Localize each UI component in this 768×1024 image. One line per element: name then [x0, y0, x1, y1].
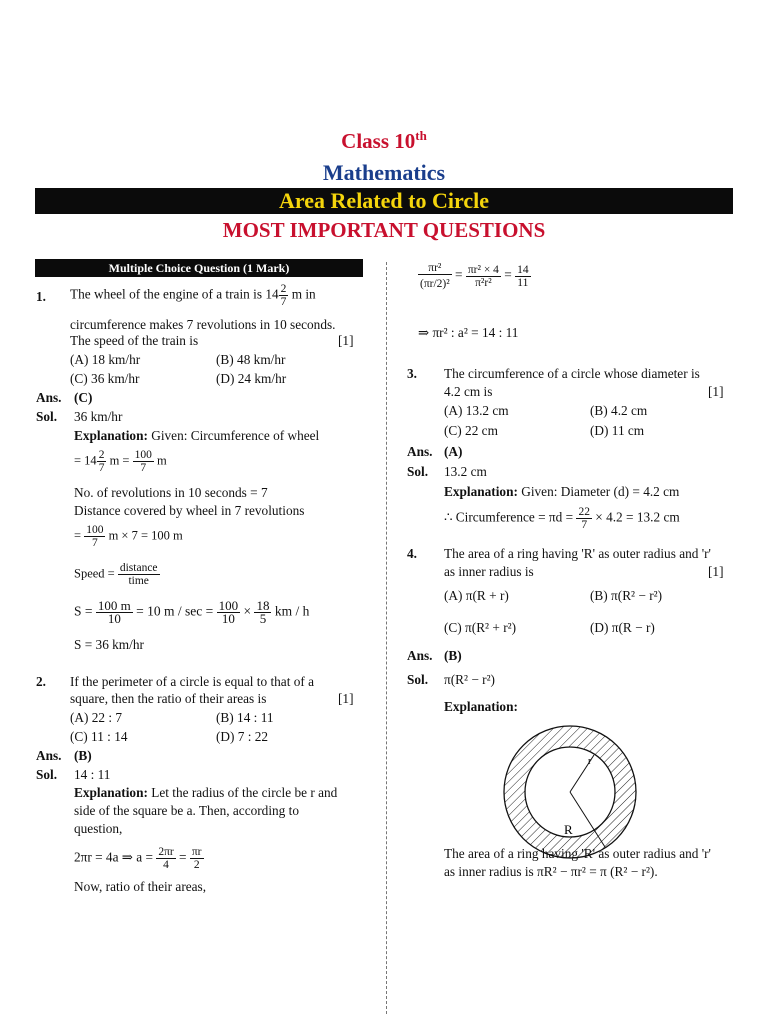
q2-option-c: (C) 11 : 14	[70, 729, 128, 744]
q2-ans-value: (B)	[74, 748, 92, 763]
page-subtitle: MOST IMPORTANT QUESTIONS	[222, 218, 546, 242]
q2-option-a: (A) 22 : 7	[70, 710, 123, 725]
q2-ans-label: Ans.	[36, 748, 62, 763]
q3-m-frac	[576, 506, 592, 531]
q3-m-fd: 7	[581, 519, 588, 531]
q1-ans-value: (C)	[74, 390, 93, 405]
q1-s-f2n: 100	[218, 598, 239, 613]
q1-m1-f1d: 7	[98, 462, 105, 474]
q2-r-f2d: π²r²	[475, 276, 492, 289]
q1-text-b: m in	[288, 286, 316, 302]
q1-m1-mid: m =	[106, 453, 133, 468]
q3-explanation	[444, 484, 679, 500]
q1-line3: The speed of the train is	[70, 333, 199, 348]
q2-r-f3n: 14	[517, 263, 529, 276]
q1-s-frac3	[254, 600, 271, 625]
q1-m2-frac	[84, 524, 105, 549]
q3-ans-value: (A)	[444, 444, 463, 459]
q1-m1-post: m	[153, 453, 167, 468]
q1-sp-fd: time	[128, 575, 149, 587]
q4-conclusion-1: The area of a ring having 'R' as outer radius and 'r'	[444, 846, 711, 861]
q2-sol-value: 14 : 11	[74, 767, 111, 782]
q3-m-pre: ∴ Circumference = πd =	[444, 509, 577, 525]
q1-m2-pre: =	[74, 528, 85, 543]
q1-s-x: ×	[240, 603, 255, 619]
column-divider	[386, 262, 387, 1014]
q2-m-pre: 2πr = 4a ⇒ a =	[74, 849, 157, 865]
q2-line2: square, then the ratio of their areas is	[70, 691, 267, 706]
q1-m1-pre: = 14	[74, 453, 97, 468]
q2-option-d: (D) 7 : 22	[216, 729, 269, 744]
q1-s-f3n: 18	[256, 598, 270, 613]
q1-math-circumference	[74, 449, 167, 474]
q4-sol-label: Sol.	[407, 672, 429, 687]
q4-expl-label: Explanation:	[444, 699, 518, 714]
q1-s-mid: = 10 m / sec =	[132, 603, 217, 619]
q2-explanation	[74, 785, 337, 801]
q2-option-b: (B) 14 : 11	[216, 710, 274, 725]
q1-sol-value: 36 km/hr	[74, 409, 123, 424]
ring-figure	[500, 722, 640, 862]
q3-m-post: × 4.2 = 13.2 cm	[591, 509, 680, 525]
q1-mark: [1]	[338, 333, 354, 348]
q3-expl-label: Explanation:	[444, 484, 518, 499]
q2-m-frac2	[190, 846, 204, 871]
q1-m2-fn: 100	[86, 524, 104, 536]
q2-r-frac2	[466, 264, 501, 289]
class-heading-base: Class 10	[341, 129, 416, 153]
q1-distance-text: Distance covered by wheel in 7 revolutions	[74, 503, 305, 518]
q4-ans-value: (B)	[444, 648, 462, 663]
q2-r-eq2: =	[500, 267, 516, 283]
section-heading-bar: Multiple Choice Question (1 Mark)	[35, 259, 363, 277]
q1-m2-post: m × 7 = 100 m	[105, 528, 183, 543]
q2-line-c: question,	[74, 821, 123, 836]
q2-mark: [1]	[338, 691, 354, 706]
q1-expl-text: Given: Circumference of wheel	[147, 428, 320, 443]
q4-line2: as inner radius is	[444, 564, 534, 579]
q1-math-distance	[74, 524, 183, 549]
q4-option-b: (B) π(R² − r²)	[590, 588, 663, 603]
q1-option-b: (B) 48 km/hr	[216, 352, 286, 367]
q2-line1: If the perimeter of a circle is equal to that of a	[70, 674, 315, 689]
q2-r-f2n: πr² × 4	[467, 263, 499, 276]
q1-sp-fn: distance	[119, 562, 158, 574]
q2-number: 2.	[36, 674, 46, 689]
q4-sol-value: π(R² − r²)	[444, 672, 495, 687]
q4-option-a: (A) π(R + r)	[444, 588, 509, 603]
q4-ans-label: Ans.	[407, 648, 433, 663]
q2-sol-label: Sol.	[36, 767, 58, 782]
q1-s-pre: S =	[74, 603, 96, 619]
q3-m-fn: 22	[578, 506, 590, 518]
q2-m-f2d: 2	[193, 859, 200, 871]
q2-m-f2n: πr	[191, 846, 202, 858]
q1-math-speed	[74, 562, 160, 587]
label-r: r	[588, 756, 592, 767]
q1-revolutions: No. of revolutions in 10 seconds = 7	[74, 485, 268, 500]
q1-s-f1d: 10	[107, 611, 121, 626]
q1-m2-fd: 7	[91, 537, 98, 549]
q1-sol-label: Sol.	[36, 409, 58, 424]
q3-option-d: (D) 11 cm	[590, 423, 645, 438]
q3-option-c: (C) 22 cm	[444, 423, 498, 438]
q2-r-f3d: 11	[517, 276, 529, 289]
q1-final: S = 36 km/hr	[74, 637, 144, 652]
q3-option-a: (A) 13.2 cm	[444, 403, 509, 418]
q1-explanation	[74, 428, 319, 444]
class-heading	[0, 128, 768, 154]
q1-number: 1.	[36, 289, 46, 304]
q3-sol-label: Sol.	[407, 464, 429, 479]
q1-sp-frac	[118, 562, 160, 587]
q1-line2: circumference makes 7 revolutions in 10 seconds.	[70, 317, 336, 332]
q1-s-frac1	[96, 600, 133, 625]
q3-expl-text: Given: Diameter (d) = 4.2 cm	[517, 484, 680, 499]
q4-number: 4.	[407, 546, 417, 561]
q2-r-eq1: =	[451, 267, 466, 283]
q3-number: 3.	[407, 366, 417, 381]
q1-s-frac2	[217, 600, 241, 625]
q1-m1-f1n: 2	[98, 449, 105, 461]
q3-mark: [1]	[708, 384, 724, 399]
q1-frac-den: 7	[280, 296, 287, 308]
q1-s-post: km / h	[271, 603, 310, 619]
q1-text-a: The wheel of the engine of a train is 14	[70, 286, 279, 302]
q2-r-f1d: (πr/2)²	[420, 278, 450, 290]
q2-r-f1n: πr²	[418, 262, 452, 275]
q1-s-f2d: 10	[221, 611, 235, 626]
q4-line1: The area of a ring having 'R' as outer radius and 'r'	[444, 546, 711, 561]
q4-option-c: (C) π(R² + r²)	[444, 620, 517, 635]
q1-math-s	[74, 600, 309, 625]
q1-fraction	[279, 283, 289, 308]
q3-ans-label: Ans.	[407, 444, 433, 459]
q2-m-mid: =	[175, 849, 190, 865]
q2-r-frac3	[515, 264, 531, 289]
q4-mark: [1]	[708, 564, 724, 579]
q2-expl-label: Explanation:	[74, 785, 148, 800]
q3-line2: 4.2 cm is	[444, 384, 493, 399]
q1-ans-label: Ans.	[36, 390, 62, 405]
q2-ratio-result: ⇒ πr² : a² = 14 : 11	[418, 325, 519, 340]
q2-line-b: side of the square be a. Then, according to	[74, 803, 299, 818]
q1-m1-frac1	[97, 449, 107, 474]
subject-heading: Mathematics	[322, 160, 446, 185]
q2-m-frac1	[156, 846, 175, 871]
q1-option-c: (C) 36 km/hr	[70, 371, 140, 386]
q1-line1	[70, 283, 316, 308]
q2-r-frac1	[418, 262, 452, 290]
q1-m1-frac2	[133, 449, 154, 474]
q1-sp-pre: Speed =	[74, 566, 118, 581]
class-heading-sup: th	[415, 128, 427, 143]
q3-option-b: (B) 4.2 cm	[590, 403, 648, 418]
q2-now: Now, ratio of their areas,	[74, 879, 207, 894]
chapter-title-bar: Area Related to Circle	[35, 188, 733, 214]
q1-m1-f2d: 7	[140, 462, 147, 474]
q2-m-f1n: 2πr	[158, 846, 174, 858]
q3-sol-value: 13.2 cm	[444, 464, 487, 479]
q2-expl-text: Let the radius of the circle be r and	[147, 785, 338, 800]
q1-expl-label: Explanation:	[74, 428, 148, 443]
q1-m1-f2n: 100	[134, 449, 152, 461]
q2-math-ratio	[418, 262, 531, 290]
q2-math-side	[74, 846, 204, 871]
q1-s-f1n: 100 m	[97, 598, 131, 613]
q1-s-f3d: 5	[259, 611, 267, 626]
q1-frac-num: 2	[280, 283, 287, 295]
q3-line1: The circumference of a circle whose diameter is	[444, 366, 700, 381]
q2-m-f1d: 4	[163, 859, 169, 871]
label-R: R	[564, 822, 573, 837]
q1-option-a: (A) 18 km/hr	[70, 352, 141, 367]
q3-math-circumference	[444, 506, 680, 531]
q4-conclusion-2: as inner radius is πR² − πr² = π (R² − r²).	[444, 864, 658, 879]
q4-option-d: (D) π(R − r)	[590, 620, 655, 635]
q1-option-d: (D) 24 km/hr	[216, 371, 287, 386]
